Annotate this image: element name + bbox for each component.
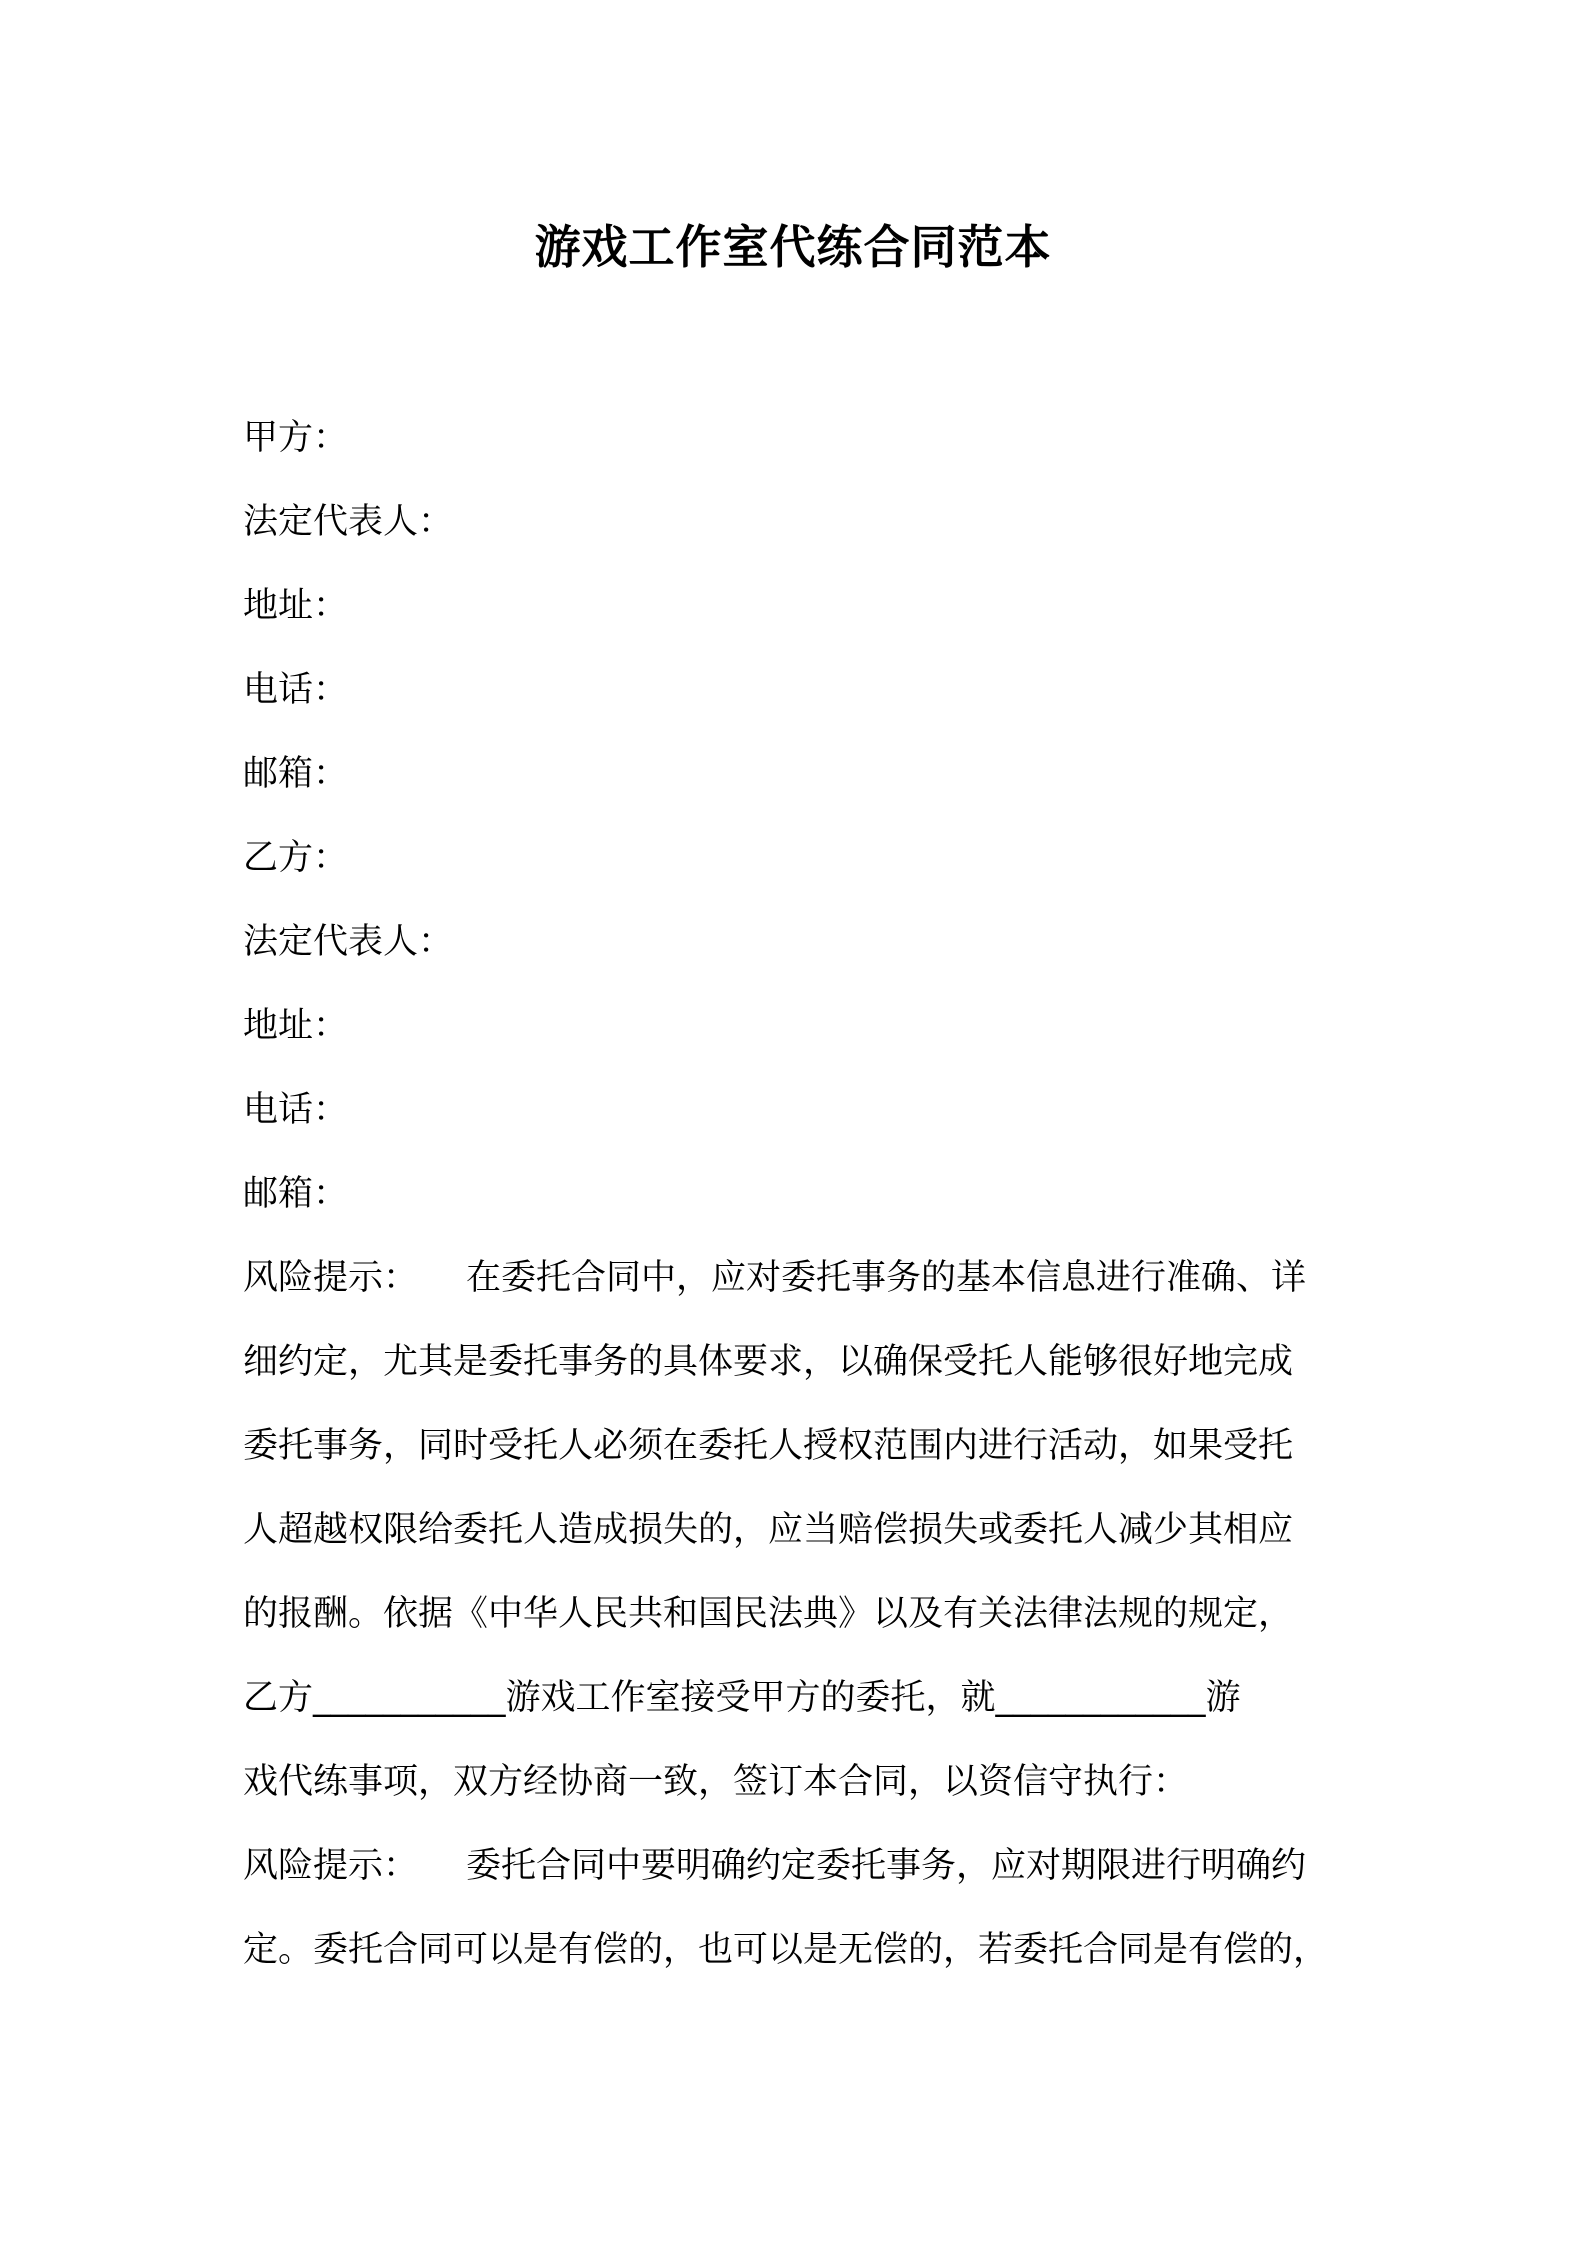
risk-notice-2-label: 风险提示： (243, 1846, 419, 1886)
risk-notice-1-line-2: 细约定，尤其是委托事务的具体要求，以确保受托人能够很好地完成 (243, 1342, 1294, 1382)
party-b-rep-label: 法定代表人： (243, 922, 454, 962)
risk-notice-2-line-2: 定。委托合同可以是有偿的，也可以是无偿的，若委托合同是有偿的， (243, 1930, 1329, 1970)
party-a-phone-label: 电话： (243, 670, 349, 710)
party-a-email-label: 邮箱： (243, 754, 349, 794)
risk-notice-1 (243, 1236, 1363, 1824)
party-b-label: 乙方： (243, 838, 349, 878)
party-a-label: 甲方： (243, 418, 349, 458)
risk-notice-1-line-4: 人超越权限给委托人造成损失的，应当赔偿损失或委托人减少其相应 (243, 1510, 1294, 1550)
risk-notice-1-line-6: 乙方___________游戏工作室接受甲方的委托，就____________游 (243, 1678, 1241, 1718)
party-b-email-label: 邮箱： (243, 1174, 349, 1214)
party-b-phone-label: 电话： (243, 1090, 349, 1130)
risk-notice-2 (243, 1824, 1363, 1992)
risk-notice-2-line-1: 风险提示： 委托合同中要明确约定委托事务，应对期限进行明确约 (243, 1846, 1307, 1886)
risk-notice-1-line-7: 戏代练事项，双方经协商一致，签订本合同，以资信守执行： (243, 1762, 1189, 1802)
party-b-address-label: 地址： (243, 1006, 349, 1046)
document-title: 游戏工作室代练合同范本 (534, 220, 1052, 274)
risk-notice-1-line-3: 委托事务，同时受托人必须在委托人授权范围内进行活动，如果受托 (243, 1426, 1294, 1466)
risk-notice-1-line-5: 的报酬。依据《中华人民共和国民法典》以及有关法律法规的规定， (243, 1594, 1294, 1634)
party-a-address-label: 地址： (243, 586, 349, 626)
party-a-rep-label: 法定代表人： (243, 502, 454, 542)
risk-notice-1-line-1: 风险提示： 在委托合同中，应对委托事务的基本信息进行准确、详 (243, 1258, 1307, 1298)
risk-notice-1-label: 风险提示： (243, 1258, 419, 1298)
